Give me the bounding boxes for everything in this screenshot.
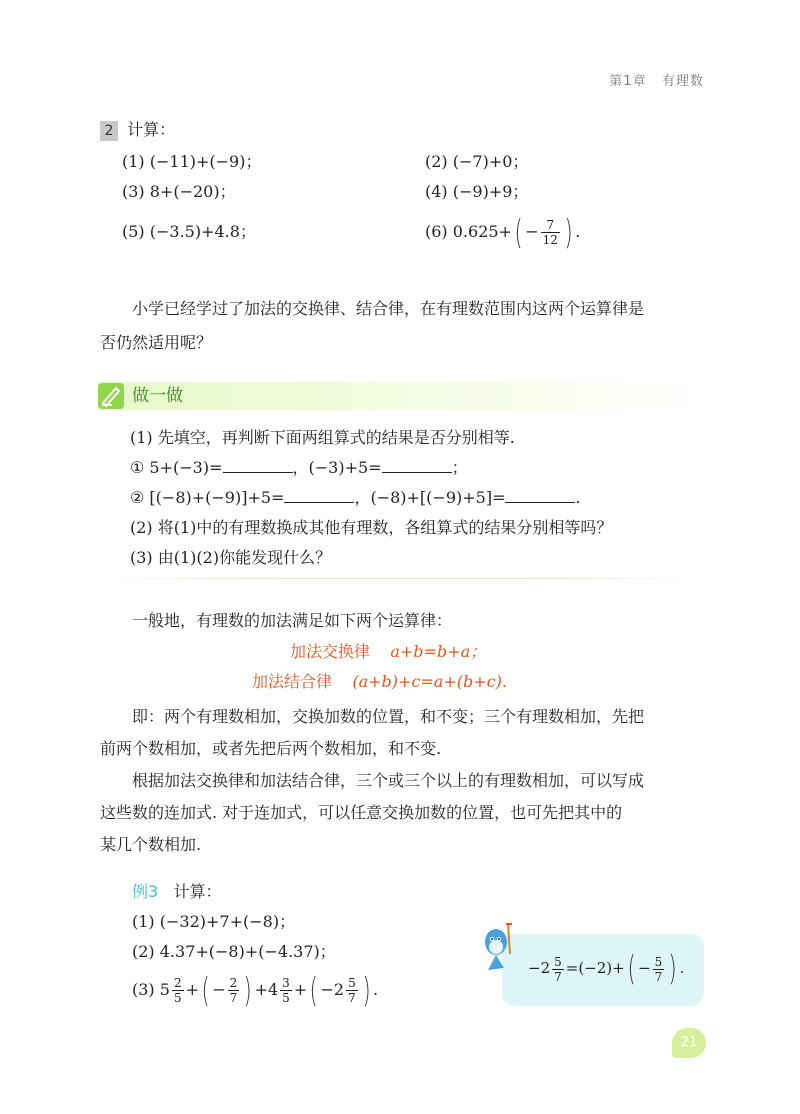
exercise-title: 计算： [127, 120, 176, 139]
chapter-title: 有理数 [661, 74, 704, 89]
activity-title: 做一做 [132, 386, 183, 406]
example-item-3: (3) 5 $\frac{2}{5}$ +( − $\frac{2}{7}$ ) +4 $\frac{3}{5}$ +( −2 $\frac{5}{7}$ ) . [132, 970, 379, 1011]
associative-law-formula: (a+b)+c=a+(b+c). [352, 672, 507, 691]
laws-extension-line-1: 根据加法交换律和加法结合律，三个或三个以上的有理数相加，可以写成 [132, 771, 645, 790]
associative-law [252, 670, 507, 694]
laws-explain-line-2: 前两个数相加，或者先把后两个数相加，和不变. [100, 739, 442, 758]
activity-banner [98, 382, 708, 410]
pencil-ruler-icon [98, 383, 124, 409]
fraction: $\frac{2}{7}$ [229, 976, 238, 1005]
fill-blank[interactable] [505, 488, 575, 503]
commutative-law [290, 640, 486, 664]
hint-formula: −2 $\frac{5}{7}$ =(−2)+( − $\frac{5}{7}$ ) . [528, 949, 685, 989]
exercise-item-6-text: (6) 0.625+ [425, 222, 512, 241]
fill-blank[interactable] [382, 458, 452, 473]
exercise-number-badge: 2 [100, 121, 118, 141]
activity-divider [98, 578, 708, 579]
laws-intro: 一般地，有理数的加法满足如下两个运算律： [132, 611, 453, 630]
activity-line-1: (1) 先填空，再判断下面两组算式的结果是否分别相等. [130, 428, 515, 447]
page-number: 21 [672, 1028, 706, 1058]
activity-line-4: (2) 将(1)中的有理数换成其他有理数，各组算式的结果分别相等吗？ [130, 518, 613, 537]
laws-extension-line-3: 某几个数相加. [100, 835, 202, 854]
example-label: 例3 [132, 882, 159, 901]
chapter-label: 第1章 [609, 74, 647, 89]
commutative-law-formula: a+b=b+a； [390, 642, 487, 661]
activity-line-5: (3) 由(1)(2)你能发现什么？ [130, 548, 332, 567]
fraction: $\frac{5}{7}$ [554, 954, 562, 984]
fraction: $\frac{5}{7}$ [348, 976, 356, 1005]
activity-line-2: ① 5+(−3)= ，(−3)+5= ； [130, 458, 468, 477]
exercise-item-4: (4) (−9)+9； [425, 182, 529, 201]
laws-explain-line-1: 即：两个有理数相加，交换加数的位置，和不变；三个有理数相加，先把 [132, 707, 645, 726]
laws-extension-line-2: 这些数的连加式. 对于连加式，可以任意交换加数的位置，也可先把其中的 [100, 803, 623, 822]
fraction: $\frac{2}{5}$ [173, 976, 182, 1005]
fraction: $\frac{5}{7}$ [654, 954, 663, 984]
example-item-2: (2) 4.37+(−8)+(−4.37)； [132, 942, 336, 961]
chapter-header [609, 70, 704, 89]
activity-line-3: ② [(−8)+(−9)]+5= ，(−8)+[(−9)+5]= . [130, 488, 581, 507]
associative-law-name: 加法结合律 [252, 672, 333, 691]
exercise-item-6: (6) 0.625+( − $\frac{7}{12}$ ) . [425, 212, 581, 253]
exercise-item-3: (3) 8+(−20)； [122, 182, 236, 201]
exercise-2-heading [100, 120, 175, 141]
intro-paragraph-line-1: 小学已经学过了加法的交换律、结合律，在有理数范围内这两个运算律是 [132, 299, 645, 318]
commutative-law-name: 加法交换律 [290, 642, 371, 661]
fraction: $\frac{3}{5}$ [282, 976, 290, 1005]
example-item-1: (1) (−32)+7+(−8)； [132, 912, 296, 931]
exercise-item-5: (5) (−3.5)+4.8； [122, 222, 256, 241]
example-title: 计算： [173, 882, 222, 901]
dolphin-mascot-icon [478, 920, 522, 976]
fill-blank[interactable] [284, 488, 354, 503]
exercise-item-1: (1) (−11)+(−9)； [122, 152, 262, 171]
example-3-heading [132, 882, 221, 902]
fraction-7-12: $\frac{7}{12}$ [542, 218, 558, 247]
item6-sign: − [525, 222, 539, 241]
fill-blank[interactable] [223, 458, 293, 473]
intro-paragraph-line-2: 否仍然适用呢？ [100, 333, 213, 352]
exercise-item-2: (2) (−7)+0； [425, 152, 529, 171]
